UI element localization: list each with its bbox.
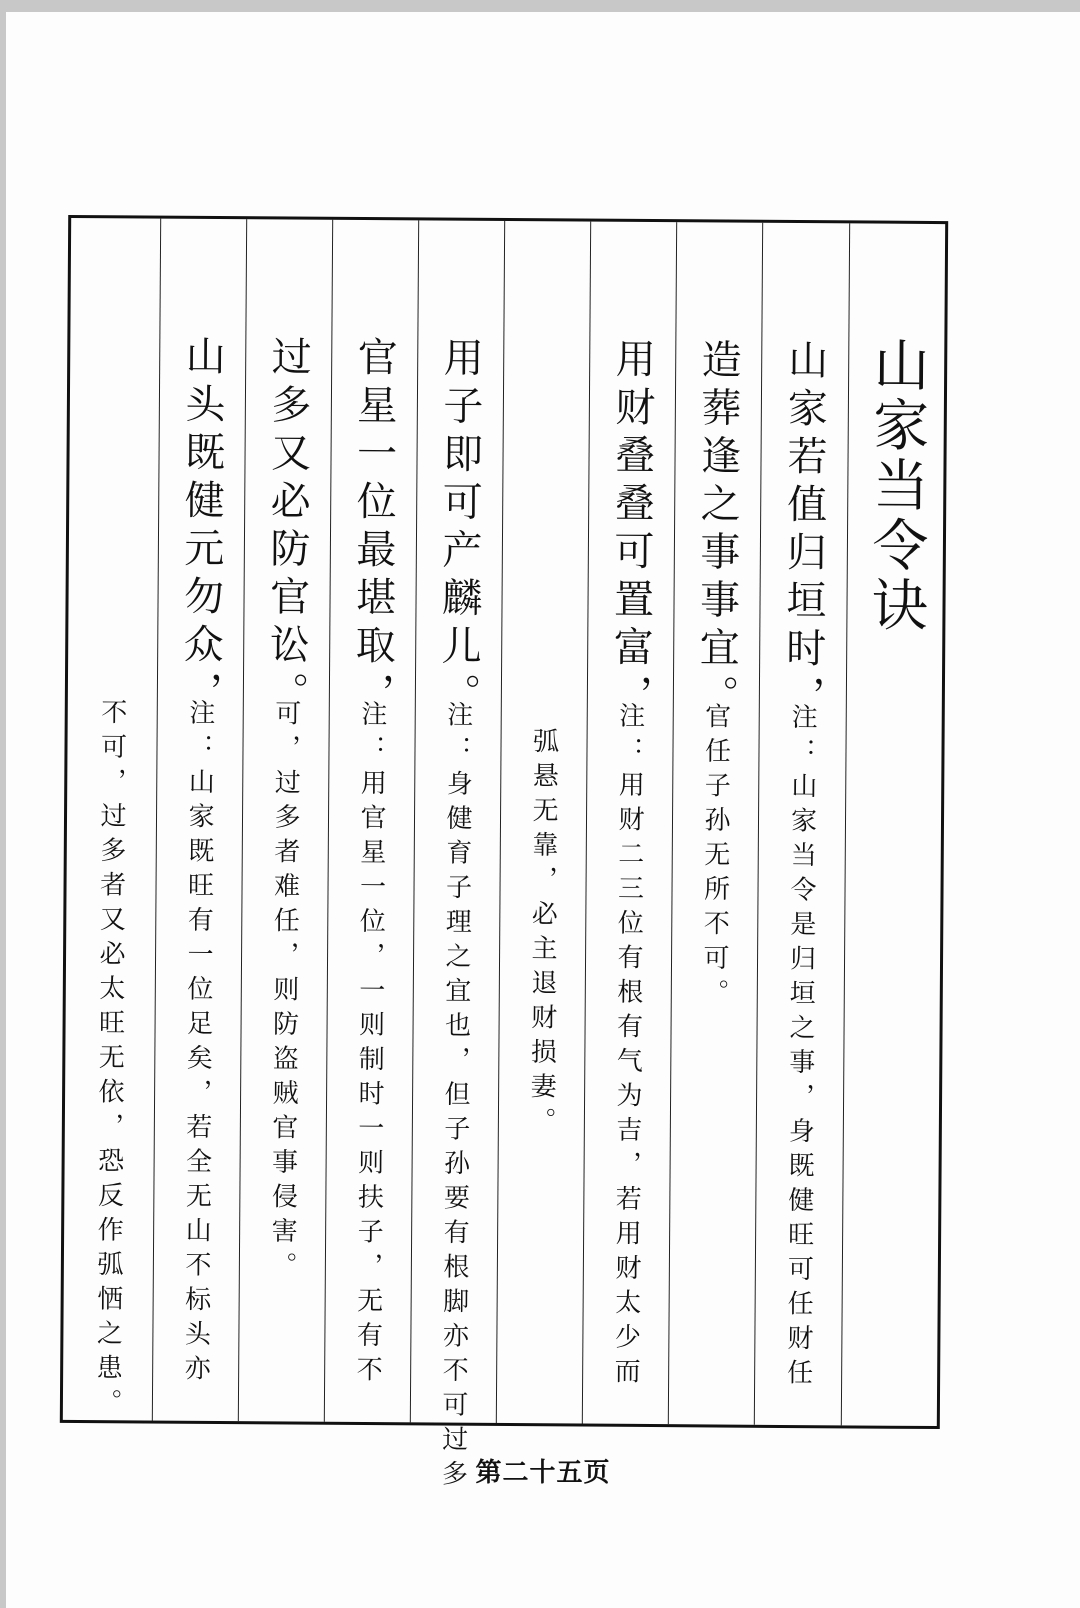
text-column-3	[582, 222, 676, 1425]
verse-line: 造葬逢之事事宜。	[692, 338, 742, 723]
verse-line: 过多又必防官讼。	[262, 335, 312, 720]
verse-line: 山头既健元勿众，	[176, 334, 226, 720]
text-column-6	[324, 220, 418, 1423]
title-column	[841, 223, 945, 1426]
verse-line: 官星一位最堪取，	[348, 335, 398, 721]
text-column-9	[63, 218, 160, 1421]
poem-title: 山家当令诀	[862, 335, 930, 636]
text-column-4	[496, 221, 590, 1424]
commentary-note: 不可，过多者又必太旺无依，恐反作弧恓之患。	[91, 698, 127, 1423]
text-column-7	[238, 219, 332, 1422]
commentary-note: 注：山家当令是归垣之事，身既健旺可任财任	[782, 702, 818, 1394]
commentary-note: 官任子孙无所不可。	[698, 702, 731, 1014]
commentary-note: 注：山家既旺有一位足矣，若全无山不标头亦	[180, 698, 215, 1389]
commentary-note: 注：用财二三位有根有气为吉，若用财太少而	[610, 701, 645, 1392]
book-page	[6, 12, 1080, 1608]
commentary-note: 可，过多者难任，则防盗贼官事侵害。	[266, 699, 301, 1287]
commentary-note: 弧悬无靠，必主退财损妻。	[525, 727, 559, 1142]
text-column-8	[152, 219, 246, 1422]
text-column-2	[668, 222, 762, 1425]
commentary-note: 注：用官星一位，一则制时一则扶子，无有不	[352, 699, 387, 1391]
text-column-1	[754, 223, 849, 1426]
commentary-note: 注：身健育子理之宜也，但子孙要有根脚亦不可过多	[437, 700, 473, 1495]
page-number: 第二十五页	[475, 1458, 611, 1488]
verse-line: 用子即可产麟儿。	[434, 336, 484, 721]
verse-line: 用财叠叠可置富，	[606, 337, 656, 723]
verse-line: 山家若值归垣时，	[779, 338, 828, 724]
text-column-5	[410, 220, 504, 1495]
